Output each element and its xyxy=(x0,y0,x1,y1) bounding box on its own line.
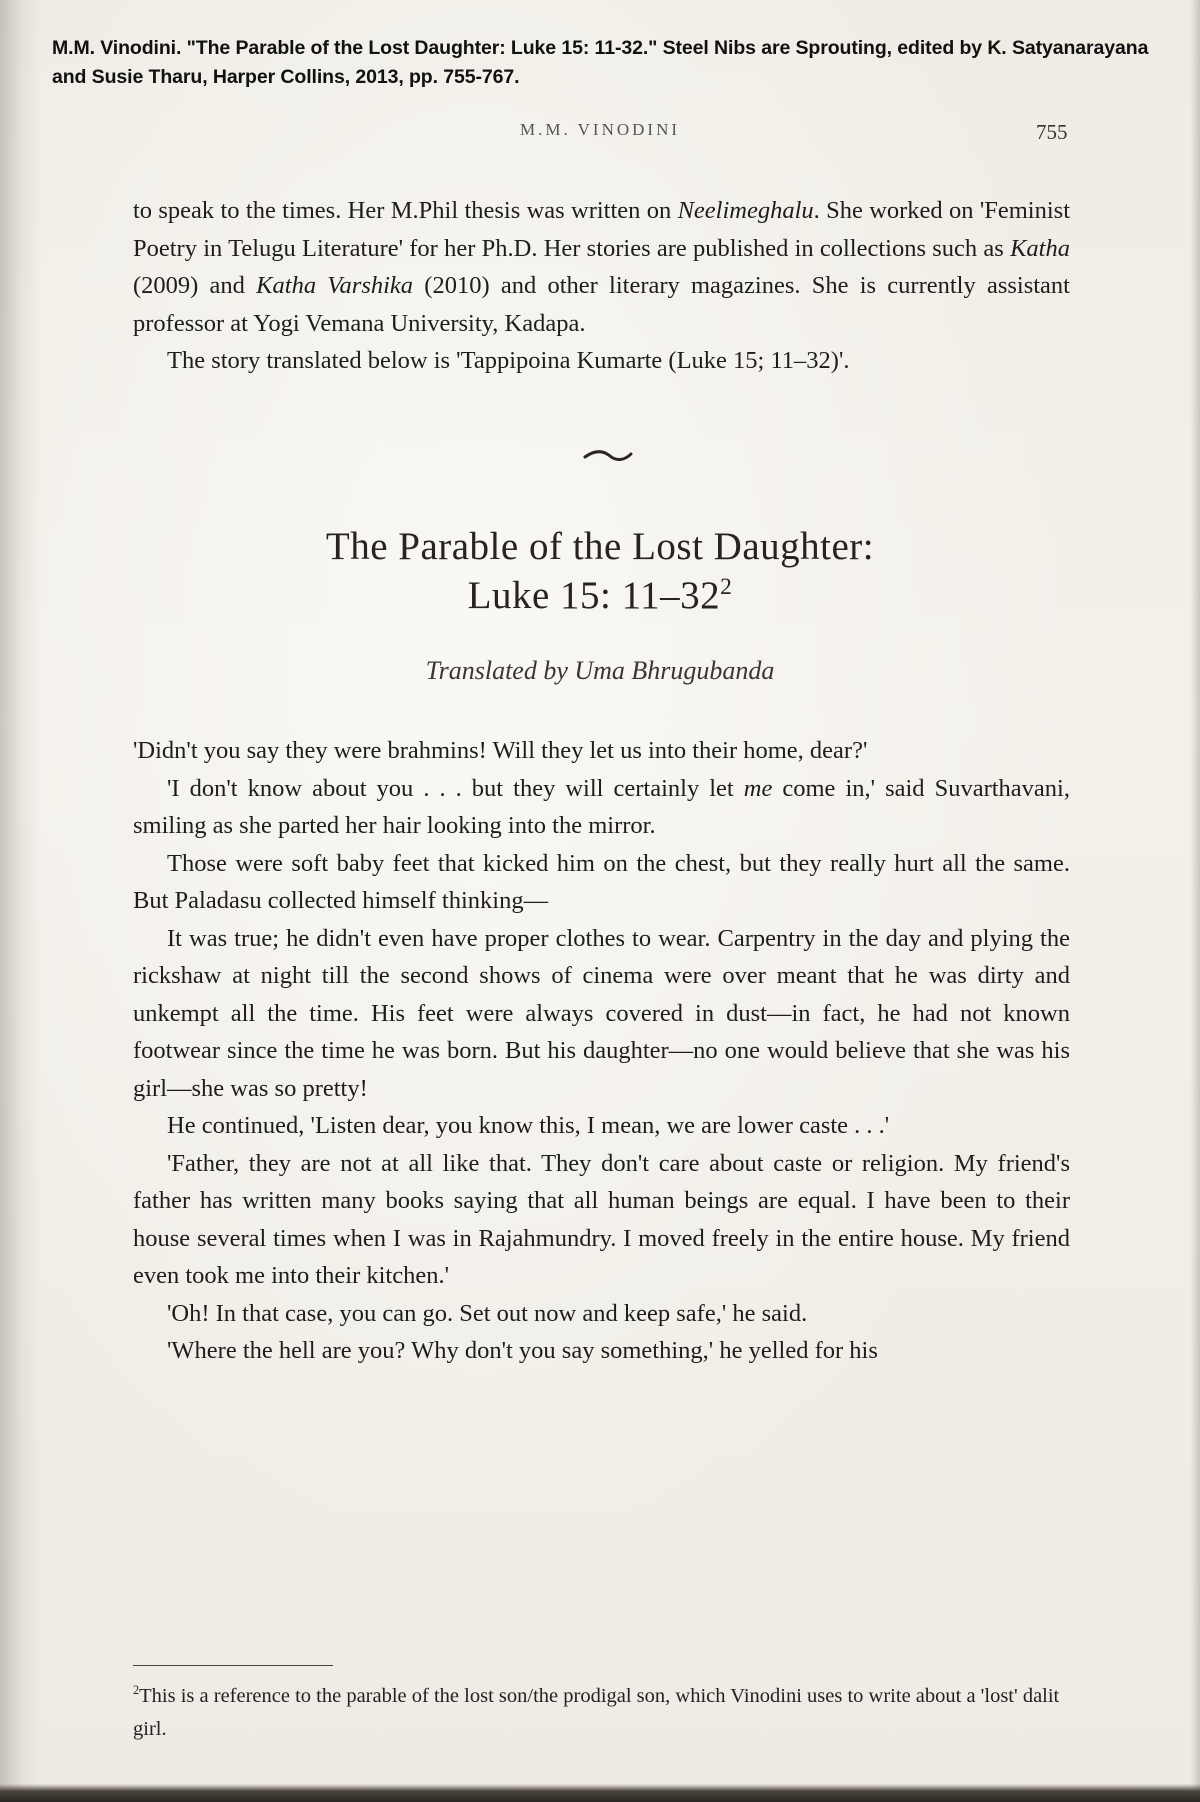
story-paragraph: It was true; he didn't even have proper clothes to wear. Carpentry in the day and plying the rickshaw at night till the second shows of cinema were over meant that he was dirty and unkempt all the time. His feet were always covered in dust—in fact, he had not known footwear since the time he was born. But his daughter—no one would believe that she was his girl—she was so pretty! xyxy=(133,924,1070,1102)
page-edge-shadow xyxy=(1190,0,1200,1802)
translator-credit: Translated by Uma Bhrugubanda xyxy=(425,656,775,685)
story-paragraph: 'Didn't you say they were brahmins! Will they let us into their home, dear?' xyxy=(133,737,868,764)
story-text xyxy=(133,732,1070,1370)
author-intro xyxy=(133,192,1070,380)
story-paragraph: 'Father, they are not at all like that. They don't care about caste or religion. My friend's father has written many books saying that all human beings are equal. I have been to their house several times when I was in Rajahmundry. I moved freely in the entire house. My friend even took me into their kitchen.' xyxy=(133,1149,1070,1289)
book-title-katha: Katha xyxy=(1010,234,1070,262)
book-title-neelimeghalu: Neelimeghalu xyxy=(677,197,814,224)
running-head: M.M. VINODINI xyxy=(519,120,681,139)
citation-header: M.M. Vinodini. "The Parable of the Lost Daughter: Luke 15: 11-32." Steel Nibs are Sprouting, edited by K. Satyanarayana and Susie Tharu, Harper Collins, 2013, pp. 755-767. xyxy=(52,37,1149,88)
story-title-line-1: The Parable of the Lost Daughter: xyxy=(325,525,875,568)
section-ornament-icon xyxy=(582,447,634,465)
scan-bottom-edge xyxy=(0,1784,1200,1802)
story-title-line-2: Luke 15: $11-32^2$ xyxy=(467,574,733,617)
footnote-reference: 2 xyxy=(720,574,733,600)
book-title-katha-varshika: Katha Varshika xyxy=(256,272,414,299)
binding-shadow xyxy=(0,0,42,1802)
story-paragraph: He continued, 'Listen dear, you know this, I mean, we are lower caste . . .' xyxy=(167,1112,890,1139)
footnote-divider xyxy=(133,1665,333,1666)
story-paragraph: 'Oh! In that case, you can go. Set out now and keep safe,' he said. xyxy=(167,1299,808,1327)
intro-paragraph: The story translated below is 'Tappipoina Kumarte (Luke 15; 11–32)'. xyxy=(167,347,850,374)
page-number: 755 xyxy=(1036,120,1068,144)
footnote-text: This is a reference to the parable of the lost son/the prodigal son, which Vinodini uses to write about a 'lost' dalit girl. xyxy=(133,1685,1060,1740)
footnote xyxy=(133,1680,1070,1746)
story-title-block xyxy=(0,522,1200,686)
story-paragraph: Those were soft baby feet that kicked him on the chest, but they really hurt all the same. But Paladasu collected himself thinking— xyxy=(133,849,1070,914)
intro-paragraph: to speak to the times. Her M.Phil thesis was written on Neelimeghalu. She worked on 'Feminist Poetry in Telugu Literature' for her Ph.D. Her stories are published in collections such as Katha (2009) and Katha Varshika (2010) and other literary magazines. She is currently assistant professor at Yogi Vemana University, Kadapa. xyxy=(133,197,1070,337)
footnote-marker: 2 xyxy=(133,1683,140,1698)
story-paragraph: 'Where the hell are you? Why don't you say something,' he yelled for his xyxy=(167,1337,878,1364)
story-paragraph: 'I don't know about you . . . but they will certainly let me come in,' said Suvarthavani, smiling as she parted her hair looking into the mirror. xyxy=(133,774,1070,839)
